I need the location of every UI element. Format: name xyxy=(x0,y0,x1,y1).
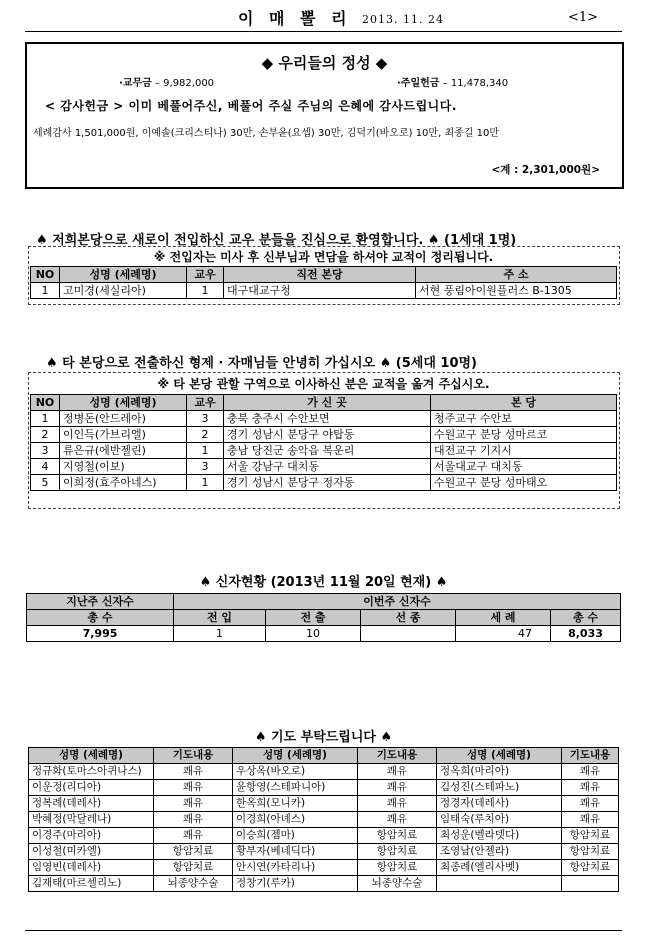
cell-no: 1 xyxy=(31,411,60,427)
col-name: 성명 (세례명) xyxy=(60,395,187,411)
cell-name: 윤항영(스테파니아) xyxy=(233,780,358,796)
cell-name: 이경희(아녜스) xyxy=(233,812,358,828)
sunday-label: ·주일헌금 xyxy=(397,78,440,89)
table-row xyxy=(31,411,617,427)
col-request-1: 기도내용 xyxy=(154,748,233,764)
col-destination: 가 신 곳 xyxy=(224,395,431,411)
cell-name: 임태숙(루치아) xyxy=(437,812,562,828)
sunday-value: – 11,478,340 xyxy=(442,78,509,89)
cell-request: 뇌종양수술 xyxy=(358,876,437,892)
table-row xyxy=(31,443,617,459)
value-last-total: 7,995 xyxy=(27,626,174,642)
offering-box xyxy=(25,42,624,189)
cell-no: 5 xyxy=(31,475,60,491)
cell-parish: 서울대교구 대치동 xyxy=(431,459,617,475)
cell-request xyxy=(562,876,619,892)
table-header-row xyxy=(31,267,617,283)
cell-request: 쾌유 xyxy=(154,812,233,828)
col-deceased: 선 종 xyxy=(361,610,456,626)
cell-request: 항암치료 xyxy=(562,844,619,860)
welcome-table xyxy=(30,266,617,299)
stats-title: ♠ 신자현황 (2013년 11월 20일 현재) ♠ xyxy=(199,575,448,590)
issue-date: 2013. 11. 24 xyxy=(362,13,444,26)
cell-request: 항암치료 xyxy=(154,860,233,876)
cell-name: 이인득(가브리엘) xyxy=(60,427,187,443)
table-row xyxy=(29,844,619,860)
thanks-offering-total: <계 : 2,301,000원> xyxy=(491,164,600,176)
cell-name: 정옥희(마리아) xyxy=(437,764,562,780)
col-transfer-out: 전 출 xyxy=(266,610,361,626)
cell-request: 쾌유 xyxy=(154,796,233,812)
cell-request: 뇌종양수술 xyxy=(154,876,233,892)
cell-request: 쾌유 xyxy=(562,812,619,828)
cell-name: 황부자(베네딕다) xyxy=(233,844,358,860)
cell-name: 고미경(세실리아) xyxy=(60,283,187,299)
farewell-title: ♠ 타 본당으로 전출하신 형제 · 자매님들 안녕히 가십시오 ♠ (5세대 10명) xyxy=(46,356,478,371)
cell-request: 쾌유 xyxy=(358,780,437,796)
cell-request: 쾌유 xyxy=(154,764,233,780)
thanks-offering-line: < 감사헌금 > 이미 베풀어주신, 베풀어 주실 주님의 은혜에 감사드립니다. xyxy=(45,99,457,113)
cell-name: 정복례(데레사) xyxy=(29,796,154,812)
cell-name: 최성운(벨라뎃다) xyxy=(437,828,562,844)
cell-no: 2 xyxy=(31,427,60,443)
cell-members: 3 xyxy=(187,411,224,427)
cell-name: 정창기(루카) xyxy=(233,876,358,892)
cell-name: 이경주(마리아) xyxy=(29,828,154,844)
col-members: 교우 xyxy=(187,267,224,283)
cell-name: 최종례(엘리사벳) xyxy=(437,860,562,876)
table-row xyxy=(29,828,619,844)
thanks-offering-details: 세례감사 1,501,000원, 이예솔(크리스티나) 30만, 손부윤(요셉) 30만, 김덕기(바오로) 10만, 최종길 10만 xyxy=(33,128,499,139)
cell-address: 서현 풍림아이원플러스 B-1305 xyxy=(416,283,617,299)
stats-table xyxy=(26,593,621,642)
table-row xyxy=(31,283,617,299)
table-row xyxy=(29,764,619,780)
cell-name: 이희정(효주아네스) xyxy=(60,475,187,491)
col-no: NO xyxy=(31,395,60,411)
col-name-2: 성명 (세례명) xyxy=(233,748,358,764)
col-request-3: 기도내용 xyxy=(562,748,619,764)
table-row xyxy=(29,780,619,796)
offering-title: ◆ 우리들의 정성 ◆ xyxy=(261,54,388,72)
header-rule xyxy=(25,31,622,32)
welcome-subtitle: ※ 전입자는 미사 후 신부님과 면담을 하셔야 교적이 정리됩니다. xyxy=(153,250,494,264)
cell-request: 쾌유 xyxy=(358,812,437,828)
cell-request: 항암치료 xyxy=(562,828,619,844)
cell-destination: 경기 성남시 분당구 정자동 xyxy=(224,475,431,491)
cell-name: 우상옥(바오로) xyxy=(233,764,358,780)
col-name-3: 성명 (세례명) xyxy=(437,748,562,764)
stats-group-row xyxy=(27,594,621,610)
farewell-table xyxy=(30,394,617,491)
cell-request: 쾌유 xyxy=(562,764,619,780)
value-this-total: 8,033 xyxy=(551,626,621,642)
cell-no: 1 xyxy=(31,283,60,299)
this-week-header: 이번주 신자수 xyxy=(174,594,621,610)
last-week-header: 지난주 신자수 xyxy=(27,594,174,610)
prayer-table xyxy=(28,747,619,892)
table-header-row xyxy=(31,395,617,411)
newsletter-title: 이 매 뽈 리 xyxy=(238,9,352,28)
page-number: <1> xyxy=(568,10,599,25)
cell-name: 조영남(안젤라) xyxy=(437,844,562,860)
col-name-1: 성명 (세례명) xyxy=(29,748,154,764)
cell-request: 쾌유 xyxy=(562,780,619,796)
table-row xyxy=(29,860,619,876)
col-parish: 본 당 xyxy=(431,395,617,411)
cell-request: 쾌유 xyxy=(562,796,619,812)
col-no: NO xyxy=(31,267,60,283)
cell-members: 2 xyxy=(187,427,224,443)
cell-name: 임영빈(데레사) xyxy=(29,860,154,876)
table-row xyxy=(31,459,617,475)
col-last-total: 총 수 xyxy=(27,610,174,626)
welcome-title: ♠ 저희본당으로 새로이 전입하신 교우 분들을 진심으로 환영합니다. ♠ (1세대 1명) xyxy=(36,233,517,248)
cell-parish: 수원교구 분당 성마르코 xyxy=(431,427,617,443)
cell-name: 이성철(미카엘) xyxy=(29,844,154,860)
cell-members: 1 xyxy=(187,475,224,491)
cell-request: 쾌유 xyxy=(154,780,233,796)
stats-header-row xyxy=(27,610,621,626)
cell-request: 항암치료 xyxy=(358,844,437,860)
table-row xyxy=(29,812,619,828)
prayer-title: ♠ 기도 부탁드립니다 ♠ xyxy=(254,730,393,745)
col-this-total: 총 수 xyxy=(551,610,621,626)
table-row xyxy=(29,796,619,812)
value-transfer-in: 1 xyxy=(174,626,266,642)
cell-request: 쾌유 xyxy=(154,828,233,844)
cell-name: 이운정(리디아) xyxy=(29,780,154,796)
value-baptism: 47 xyxy=(456,626,551,642)
stats-values-row xyxy=(27,626,621,642)
table-row xyxy=(31,475,617,491)
cell-destination: 경기 성남시 분당구 야탑동 xyxy=(224,427,431,443)
cell-name: 이승희(젬마) xyxy=(233,828,358,844)
table-row xyxy=(31,427,617,443)
cell-parish: 대전교구 기지시 xyxy=(431,443,617,459)
table-row xyxy=(29,876,619,892)
cell-name: 박혜정(막달레나) xyxy=(29,812,154,828)
cell-request: 쾌유 xyxy=(358,764,437,780)
cell-no: 4 xyxy=(31,459,60,475)
cell-name: 지영철(이보) xyxy=(60,459,187,475)
kyomu-value: – 9,982,000 xyxy=(154,78,215,89)
cell-no: 3 xyxy=(31,443,60,459)
cell-name: 정경자(데레사) xyxy=(437,796,562,812)
cell-name: 정규화(토마스아퀴나스) xyxy=(29,764,154,780)
cell-members: 1 xyxy=(187,283,224,299)
col-request-2: 기도내용 xyxy=(358,748,437,764)
cell-name: 류은규(에반젤린) xyxy=(60,443,187,459)
farewell-subtitle: ※ 타 본당 관할 구역으로 이사하신 분은 교적을 옮겨 주십시오. xyxy=(157,377,490,391)
cell-destination: 서울 강남구 대치동 xyxy=(224,459,431,475)
cell-members: 3 xyxy=(187,459,224,475)
col-name: 성명 (세례명) xyxy=(60,267,187,283)
cell-request: 항암치료 xyxy=(358,860,437,876)
value-transfer-out: 10 xyxy=(266,626,361,642)
cell-request: 항암치료 xyxy=(358,828,437,844)
cell-destination: 충북 충주시 수안보면 xyxy=(224,411,431,427)
cell-name: 한옥희(모니카) xyxy=(233,796,358,812)
col-transfer-in: 전 입 xyxy=(174,610,266,626)
cell-name: 안시연(카타리나) xyxy=(233,860,358,876)
col-address: 주 소 xyxy=(416,267,617,283)
cell-name: 김재태(마르셀리노) xyxy=(29,876,154,892)
cell-request: 항암치료 xyxy=(562,860,619,876)
col-previous-parish: 직전 본당 xyxy=(224,267,416,283)
cell-request: 쾌유 xyxy=(358,796,437,812)
cell-members: 1 xyxy=(187,443,224,459)
cell-name xyxy=(437,876,562,892)
col-baptism: 세 례 xyxy=(456,610,551,626)
cell-parish: 청주교구 수안보 xyxy=(431,411,617,427)
cell-name: 정병돈(안드레아) xyxy=(60,411,187,427)
cell-previous-parish: 대구대교구청 xyxy=(224,283,416,299)
table-header-row xyxy=(29,748,619,764)
footer-rule xyxy=(25,930,622,931)
kyomu-label: ·교무금 xyxy=(119,78,152,89)
cell-parish: 수원교구 분당 성마태오 xyxy=(431,475,617,491)
cell-destination: 충남 당진군 송악읍 복운리 xyxy=(224,443,431,459)
col-members: 교우 xyxy=(187,395,224,411)
cell-request: 항암치료 xyxy=(154,844,233,860)
value-deceased xyxy=(361,626,456,642)
cell-name: 김성진(스테파노) xyxy=(437,780,562,796)
